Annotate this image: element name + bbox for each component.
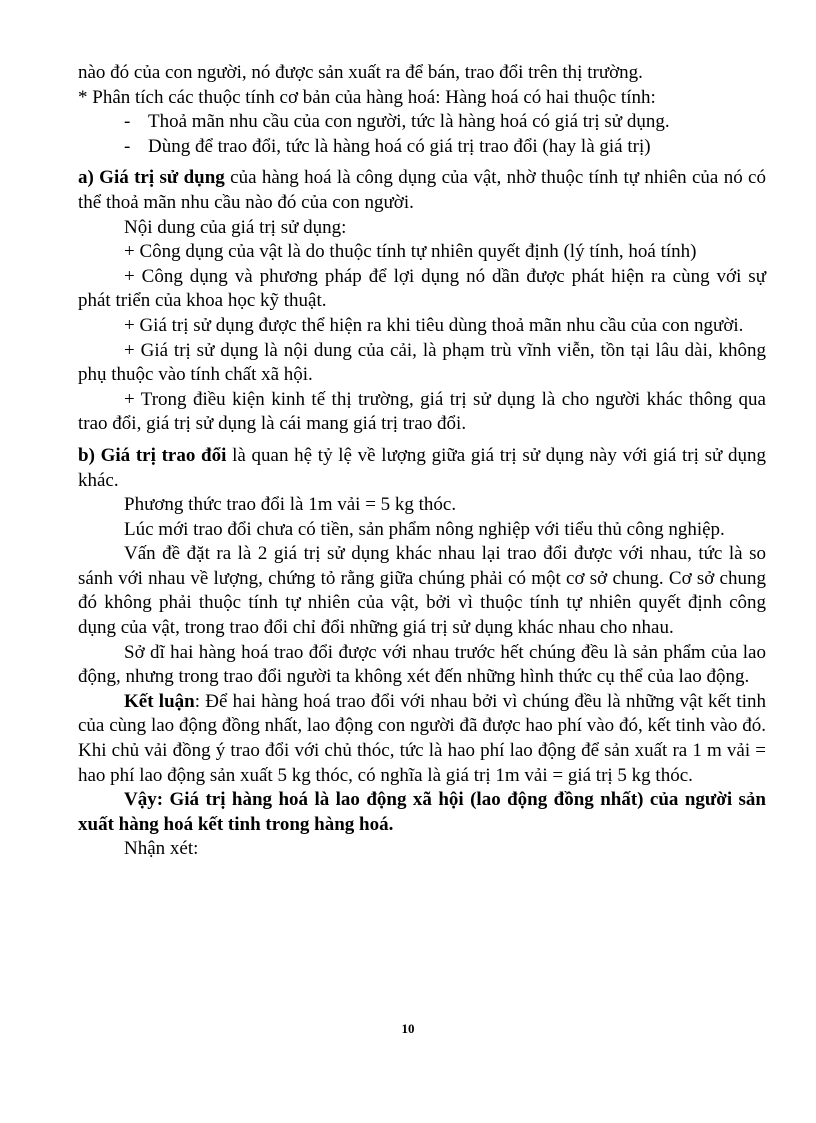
bullet-text: Thoả mãn nhu cầu của con người, tức là hàng hoá có giá trị sử dụng. — [148, 111, 670, 133]
section-a-item: + Công dụng của vật là do thuộc tính tự nhiên quyết định (lý tính, hoá tính) — [124, 241, 697, 263]
section-b-text: là quan hệ tỷ lệ về lượng giữa giá trị sử dụng này với giá trị sử dụng khác. — [78, 444, 766, 491]
section-a-item: + Trong điều kiện kinh tế thị trường, giá trị sử dụng là cho người khác thông qua trao đổi, giá trị sử dụng là cái mang giá trị trao đổi. — [78, 388, 766, 435]
section-b-item: Lúc mới trao đổi chưa có tiền, sản phẩm nông nghiệp với tiểu thủ công nghiệp. — [124, 518, 725, 540]
paragraph-intro: nào đó của con người, nó được sản xuất ra để bán, trao đổi trên thị trường. — [78, 62, 643, 83]
bullet-marker: - — [124, 111, 131, 133]
section-a-item: + Công dụng và phương pháp để lợi dụng nó dần được phát hiện ra cùng với sự phát triển của khoa học kỹ thuật. — [78, 265, 766, 312]
remark-paragraph: Nhận xét: — [124, 838, 199, 860]
section-b-item: Sở dĩ hai hàng hoá trao đổi được với nhau trước hết chúng đều là sản phẩm của lao động, nhưng trong trao đổi người ta không xét đến những hình thức cụ thể của lao động. — [78, 641, 766, 688]
section-a-text: của hàng hoá là công dụng của vật, nhờ thuộc tính tự nhiên của nó có thể thoả mãn nhu cầu nào đó của con người. — [78, 167, 766, 213]
section-a-item: + Giá trị sử dụng được thể hiện ra khi tiêu dùng thoả mãn nhu cầu của con người. — [124, 314, 744, 336]
section-b-heading: b) Giá trị trao đổi — [78, 444, 227, 466]
section-a-item: Nội dung của giá trị sử dụng: — [124, 216, 347, 238]
document-body — [78, 61, 766, 862]
conclusion-text: : Để hai hàng hoá trao đổi với nhau bởi vì chúng đều là những vật kết tinh của cùng lao động đồng nhất, lao động con người đã được hao phí vào đó, kết tinh vào đó. Khi chủ vải đồng ý trao đổi với chủ thóc, tức là hao phí lao động để sản xuất ra 1 m vải = hao phí lao động sản xuất 5 kg thóc, có nghĩa là giá trị 1m vải = giá trị 5 kg thóc. — [78, 690, 766, 786]
section-b-item: Phương thức trao đổi là 1m vải = 5 kg thóc. — [124, 494, 457, 516]
page-number: 10 — [401, 1021, 415, 1036]
section-a-heading: a) Giá trị sử dụng — [78, 167, 225, 189]
section-b-paragraph — [78, 444, 766, 493]
conclusion-heading: Kết luận — [124, 690, 195, 712]
paragraph-attributes: * Phân tích các thuộc tính cơ bản của hàng hoá: Hàng hoá có hai thuộc tính: — [78, 86, 656, 108]
section-b-item: Vấn đề đặt ra là 2 giá trị sử dụng khác nhau lại trao đổi được với nhau, tức là so sánh với nhau về lượng, chứng tỏ rằng giữa chúng phải có một cơ sở chung. Cơ sở chung đó không phải thuộc tính tự nhiên của vật, bởi vì thuộc tính tự nhiên quyết định công dụng của vật, trong trao đổi chỉ đổi những giá trị sử dụng khác nhau cho nhau. — [78, 543, 766, 639]
section-a-item: + Giá trị sử dụng là nội dung của cải, là phạm trù vĩnh viễn, tồn tại lâu dài, không phụ thuộc vào tính chất xã hội. — [78, 339, 766, 386]
bullet-marker: - — [124, 135, 131, 157]
bullet-item — [78, 110, 766, 135]
summary-text: Vậy: Giá trị hàng hoá là lao động xã hội (lao động đồng nhất) của người sản xuất hàng hoá kết tinh trong hàng hoá. — [78, 789, 766, 835]
conclusion-paragraph — [78, 690, 766, 788]
summary-paragraph — [78, 788, 766, 837]
bullet-text: Dùng để trao đổi, tức là hàng hoá có giá trị trao đổi (hay là giá trị) — [148, 135, 651, 157]
bullet-item — [78, 135, 766, 160]
section-a-paragraph — [78, 166, 766, 215]
